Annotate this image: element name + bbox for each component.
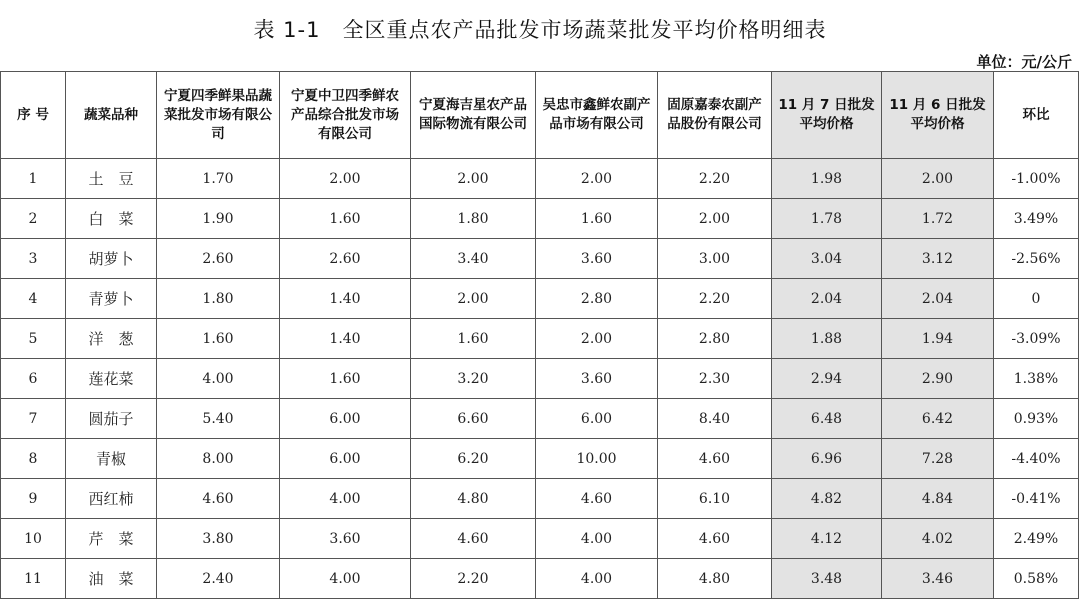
cell-market-5: 2.80 [658,319,772,359]
header-seq: 序 号 [1,72,66,159]
cell-market-3: 1.60 [411,319,536,359]
cell-market-5: 2.00 [658,199,772,239]
cell-market-3: 2.00 [411,279,536,319]
cell-avg-nov6: 3.46 [882,559,994,599]
cell-variety: 油 菜 [66,559,157,599]
cell-change: 0.58% [994,559,1079,599]
cell-market-4: 6.00 [536,399,658,439]
cell-market-2: 6.00 [280,399,411,439]
cell-seq: 2 [1,199,66,239]
cell-market-5: 2.20 [658,279,772,319]
header-market-2: 宁夏中卫四季鲜农产品综合批发市场有限公司 [280,72,411,159]
cell-change: 3.49% [994,199,1079,239]
cell-market-1: 5.40 [157,399,280,439]
cell-avg-nov7: 1.88 [772,319,882,359]
cell-avg-nov7: 3.48 [772,559,882,599]
cell-market-5: 3.00 [658,239,772,279]
cell-variety: 白 菜 [66,199,157,239]
cell-market-1: 2.40 [157,559,280,599]
cell-variety: 胡萝卜 [66,239,157,279]
cell-market-1: 1.80 [157,279,280,319]
table-title: 表 1-1 全区重点农产品批发市场蔬菜批发平均价格明细表 [253,18,827,42]
cell-market-1: 2.60 [157,239,280,279]
cell-market-5: 4.60 [658,439,772,479]
cell-seq: 5 [1,319,66,359]
cell-market-3: 3.40 [411,239,536,279]
cell-market-1: 1.60 [157,319,280,359]
header-market-5: 固原嘉泰农副产品股份有限公司 [658,72,772,159]
cell-seq: 8 [1,439,66,479]
table-row [1,519,1079,559]
cell-market-4: 10.00 [536,439,658,479]
cell-seq: 1 [1,159,66,199]
cell-market-1: 4.60 [157,479,280,519]
cell-avg-nov6: 6.42 [882,399,994,439]
cell-variety: 洋 葱 [66,319,157,359]
cell-market-3: 3.20 [411,359,536,399]
cell-seq: 4 [1,279,66,319]
cell-variety: 青萝卜 [66,279,157,319]
cell-market-3: 4.60 [411,519,536,559]
cell-market-4: 4.60 [536,479,658,519]
table-row [1,199,1079,239]
cell-seq: 3 [1,239,66,279]
cell-market-4: 4.00 [536,519,658,559]
table-row [1,239,1079,279]
cell-market-3: 2.20 [411,559,536,599]
table-body [1,159,1079,599]
cell-variety: 芹 菜 [66,519,157,559]
cell-avg-nov6: 2.90 [882,359,994,399]
cell-avg-nov6: 3.12 [882,239,994,279]
cell-avg-nov6: 1.94 [882,319,994,359]
cell-market-1: 1.70 [157,159,280,199]
cell-change: 2.49% [994,519,1079,559]
cell-market-5: 2.20 [658,159,772,199]
unit-label: 单位：元/公斤 [976,53,1072,71]
cell-market-2: 1.60 [280,199,411,239]
cell-market-1: 4.00 [157,359,280,399]
cell-change: -1.00% [994,159,1079,199]
cell-avg-nov7: 2.04 [772,279,882,319]
cell-avg-nov6: 2.04 [882,279,994,319]
cell-change: -2.56% [994,239,1079,279]
cell-market-4: 2.00 [536,159,658,199]
cell-avg-nov7: 4.82 [772,479,882,519]
cell-seq: 11 [1,559,66,599]
header-market-1: 宁夏四季鲜果品蔬菜批发市场有限公司 [157,72,280,159]
cell-market-5: 4.60 [658,519,772,559]
table-row [1,279,1079,319]
cell-avg-nov7: 1.98 [772,159,882,199]
cell-change: 0 [994,279,1079,319]
cell-avg-nov7: 6.96 [772,439,882,479]
cell-seq: 10 [1,519,66,559]
cell-market-2: 6.00 [280,439,411,479]
cell-change: -0.41% [994,479,1079,519]
cell-change: -3.09% [994,319,1079,359]
cell-avg-nov6: 7.28 [882,439,994,479]
header-avg-nov7: 11 月 7 日批发平均价格 [772,72,882,159]
cell-market-4: 2.80 [536,279,658,319]
cell-change: 1.38% [994,359,1079,399]
cell-market-1: 3.80 [157,519,280,559]
cell-variety: 土 豆 [66,159,157,199]
cell-market-3: 2.00 [411,159,536,199]
cell-variety: 西红柿 [66,479,157,519]
cell-market-3: 1.80 [411,199,536,239]
cell-market-2: 2.60 [280,239,411,279]
table-row [1,439,1079,479]
header-row [1,72,1079,159]
cell-market-4: 3.60 [536,359,658,399]
cell-market-2: 3.60 [280,519,411,559]
cell-avg-nov6: 4.02 [882,519,994,559]
cell-market-5: 2.30 [658,359,772,399]
cell-avg-nov7: 3.04 [772,239,882,279]
price-table [0,71,1079,599]
cell-market-5: 8.40 [658,399,772,439]
cell-seq: 6 [1,359,66,399]
cell-market-1: 8.00 [157,439,280,479]
cell-market-2: 1.40 [280,319,411,359]
cell-avg-nov7: 6.48 [772,399,882,439]
cell-market-2: 4.00 [280,559,411,599]
header-change: 环比 [994,72,1079,159]
cell-avg-nov6: 2.00 [882,159,994,199]
cell-seq: 9 [1,479,66,519]
cell-market-4: 3.60 [536,239,658,279]
cell-market-2: 2.00 [280,159,411,199]
cell-market-5: 4.80 [658,559,772,599]
cell-market-2: 4.00 [280,479,411,519]
table-row [1,479,1079,519]
cell-avg-nov7: 4.12 [772,519,882,559]
table-row [1,559,1079,599]
table-row [1,319,1079,359]
cell-market-2: 1.60 [280,359,411,399]
cell-avg-nov6: 1.72 [882,199,994,239]
cell-seq: 7 [1,399,66,439]
cell-market-4: 4.00 [536,559,658,599]
cell-market-4: 1.60 [536,199,658,239]
cell-variety: 青椒 [66,439,157,479]
cell-market-5: 6.10 [658,479,772,519]
header-avg-nov6: 11 月 6 日批发平均价格 [882,72,994,159]
cell-avg-nov6: 4.84 [882,479,994,519]
cell-market-1: 1.90 [157,199,280,239]
cell-market-4: 2.00 [536,319,658,359]
header-variety: 蔬菜品种 [66,72,157,159]
cell-change: 0.93% [994,399,1079,439]
cell-variety: 莲花菜 [66,359,157,399]
header-market-3: 宁夏海吉星农产品国际物流有限公司 [411,72,536,159]
cell-market-2: 1.40 [280,279,411,319]
cell-variety: 圆茄子 [66,399,157,439]
cell-avg-nov7: 1.78 [772,199,882,239]
header-market-4: 吴忠市鑫鲜农副产品市场有限公司 [536,72,658,159]
table-row [1,159,1079,199]
cell-avg-nov7: 2.94 [772,359,882,399]
table-row [1,399,1079,439]
cell-market-3: 4.80 [411,479,536,519]
cell-market-3: 6.60 [411,399,536,439]
cell-market-3: 6.20 [411,439,536,479]
table-row [1,359,1079,399]
cell-change: -4.40% [994,439,1079,479]
